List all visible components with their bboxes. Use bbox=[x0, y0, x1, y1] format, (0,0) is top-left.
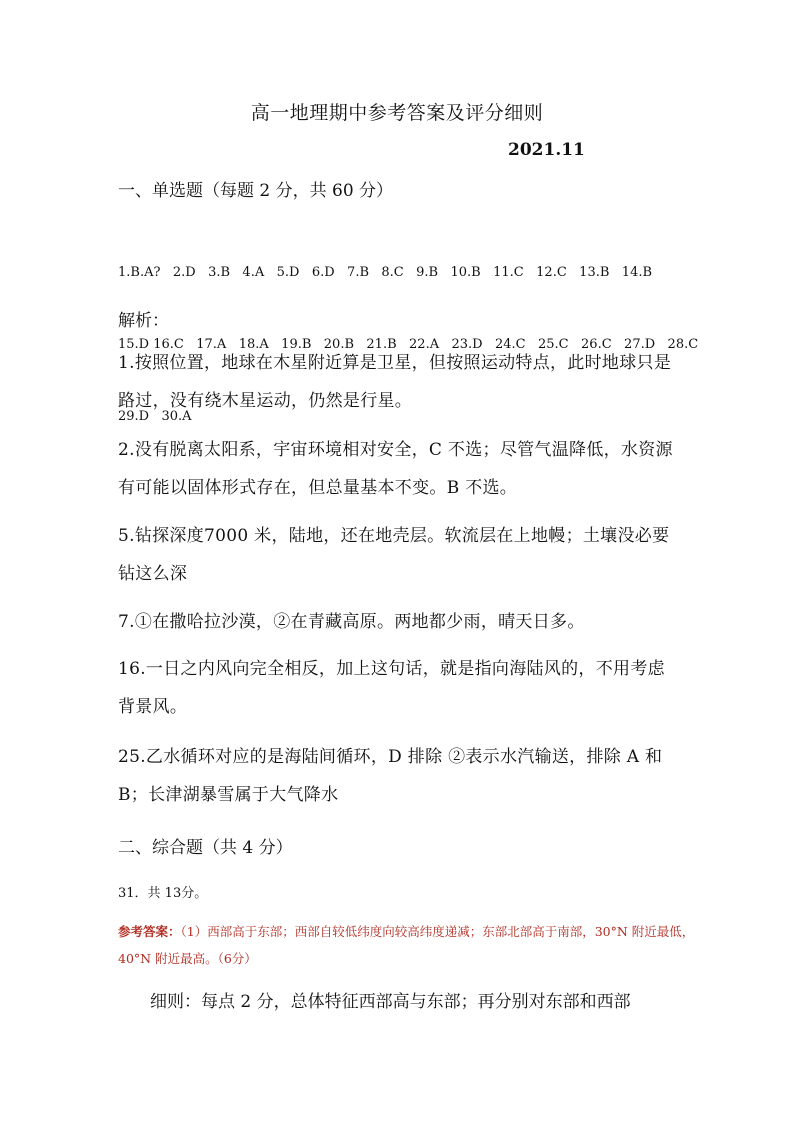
scoring-detail: 细则：每点 2 分，总体特征西部高与东部；再分别对东部和西部 bbox=[150, 992, 631, 1012]
document-title: 高一地理期中参考答案及评分细则 bbox=[250, 102, 544, 124]
answer-line: 29.D 30.A bbox=[118, 409, 192, 424]
analysis-item-5: 5.钻探深度7000 米，陆地，还在地壳层。软流层在上地幔；土壤没必要钻这么深 bbox=[118, 526, 670, 584]
section2-heading: 二、综合题（共 4 分） bbox=[118, 838, 293, 858]
analysis-heading: 解析： bbox=[118, 311, 169, 331]
analysis-item-2: 2.没有脱离太阳系，宇宙环境相对安全，C 不选；尽管气温降低，水资源有可能以固体形式存在，但总量基本不变。B 不选。 bbox=[118, 440, 673, 498]
analysis-item-1: 1.按照位置，地球在木星附近算是卫星，但按照运动特点，此时地球只是路过，没有绕木星运动，仍然是行星。 bbox=[118, 353, 672, 411]
analysis-item-25: 25.乙水循环对应的是海陆间循环，D 排除 ②表示水汽输送，排除 A 和 B；长津湖暴雪属于大气降水 bbox=[118, 747, 663, 805]
reference-label: 参考答案： bbox=[118, 924, 181, 939]
document-date: 2021.11 bbox=[508, 140, 585, 160]
answer-line: 1.B.A? 2.D 3.B 4.A 5.D 6.D 7.B 8.C 9.B 10.B 11.C 12.C 13.B 14.B bbox=[118, 265, 653, 280]
analysis-item-16: 16.一日之内风向完全相反，加上这句话，就是指向海陆风的，不用考虑背景风。 bbox=[118, 659, 665, 717]
reference-answer bbox=[118, 918, 698, 972]
question-31-heading: 31．共 13分。 bbox=[118, 886, 208, 901]
section1-heading: 一、单选题（每题 2 分，共 60 分） bbox=[118, 181, 394, 201]
reference-text: （1）西部高于东部；西部自较低纬度向较高纬度递减；东部北部高于南部，30°N 附近最低，40°N 附近最高。（6分） bbox=[118, 924, 695, 966]
analysis-item-7: 7.①在撒哈拉沙漠，②在青藏高原。两地都少雨，晴天日多。 bbox=[118, 612, 585, 632]
answer-line: 15.D 16.C 17.A 18.A 19.B 20.B 21.B 22.A 23.D 24.C 25.C 26.C 27.D 28.C bbox=[118, 337, 699, 352]
